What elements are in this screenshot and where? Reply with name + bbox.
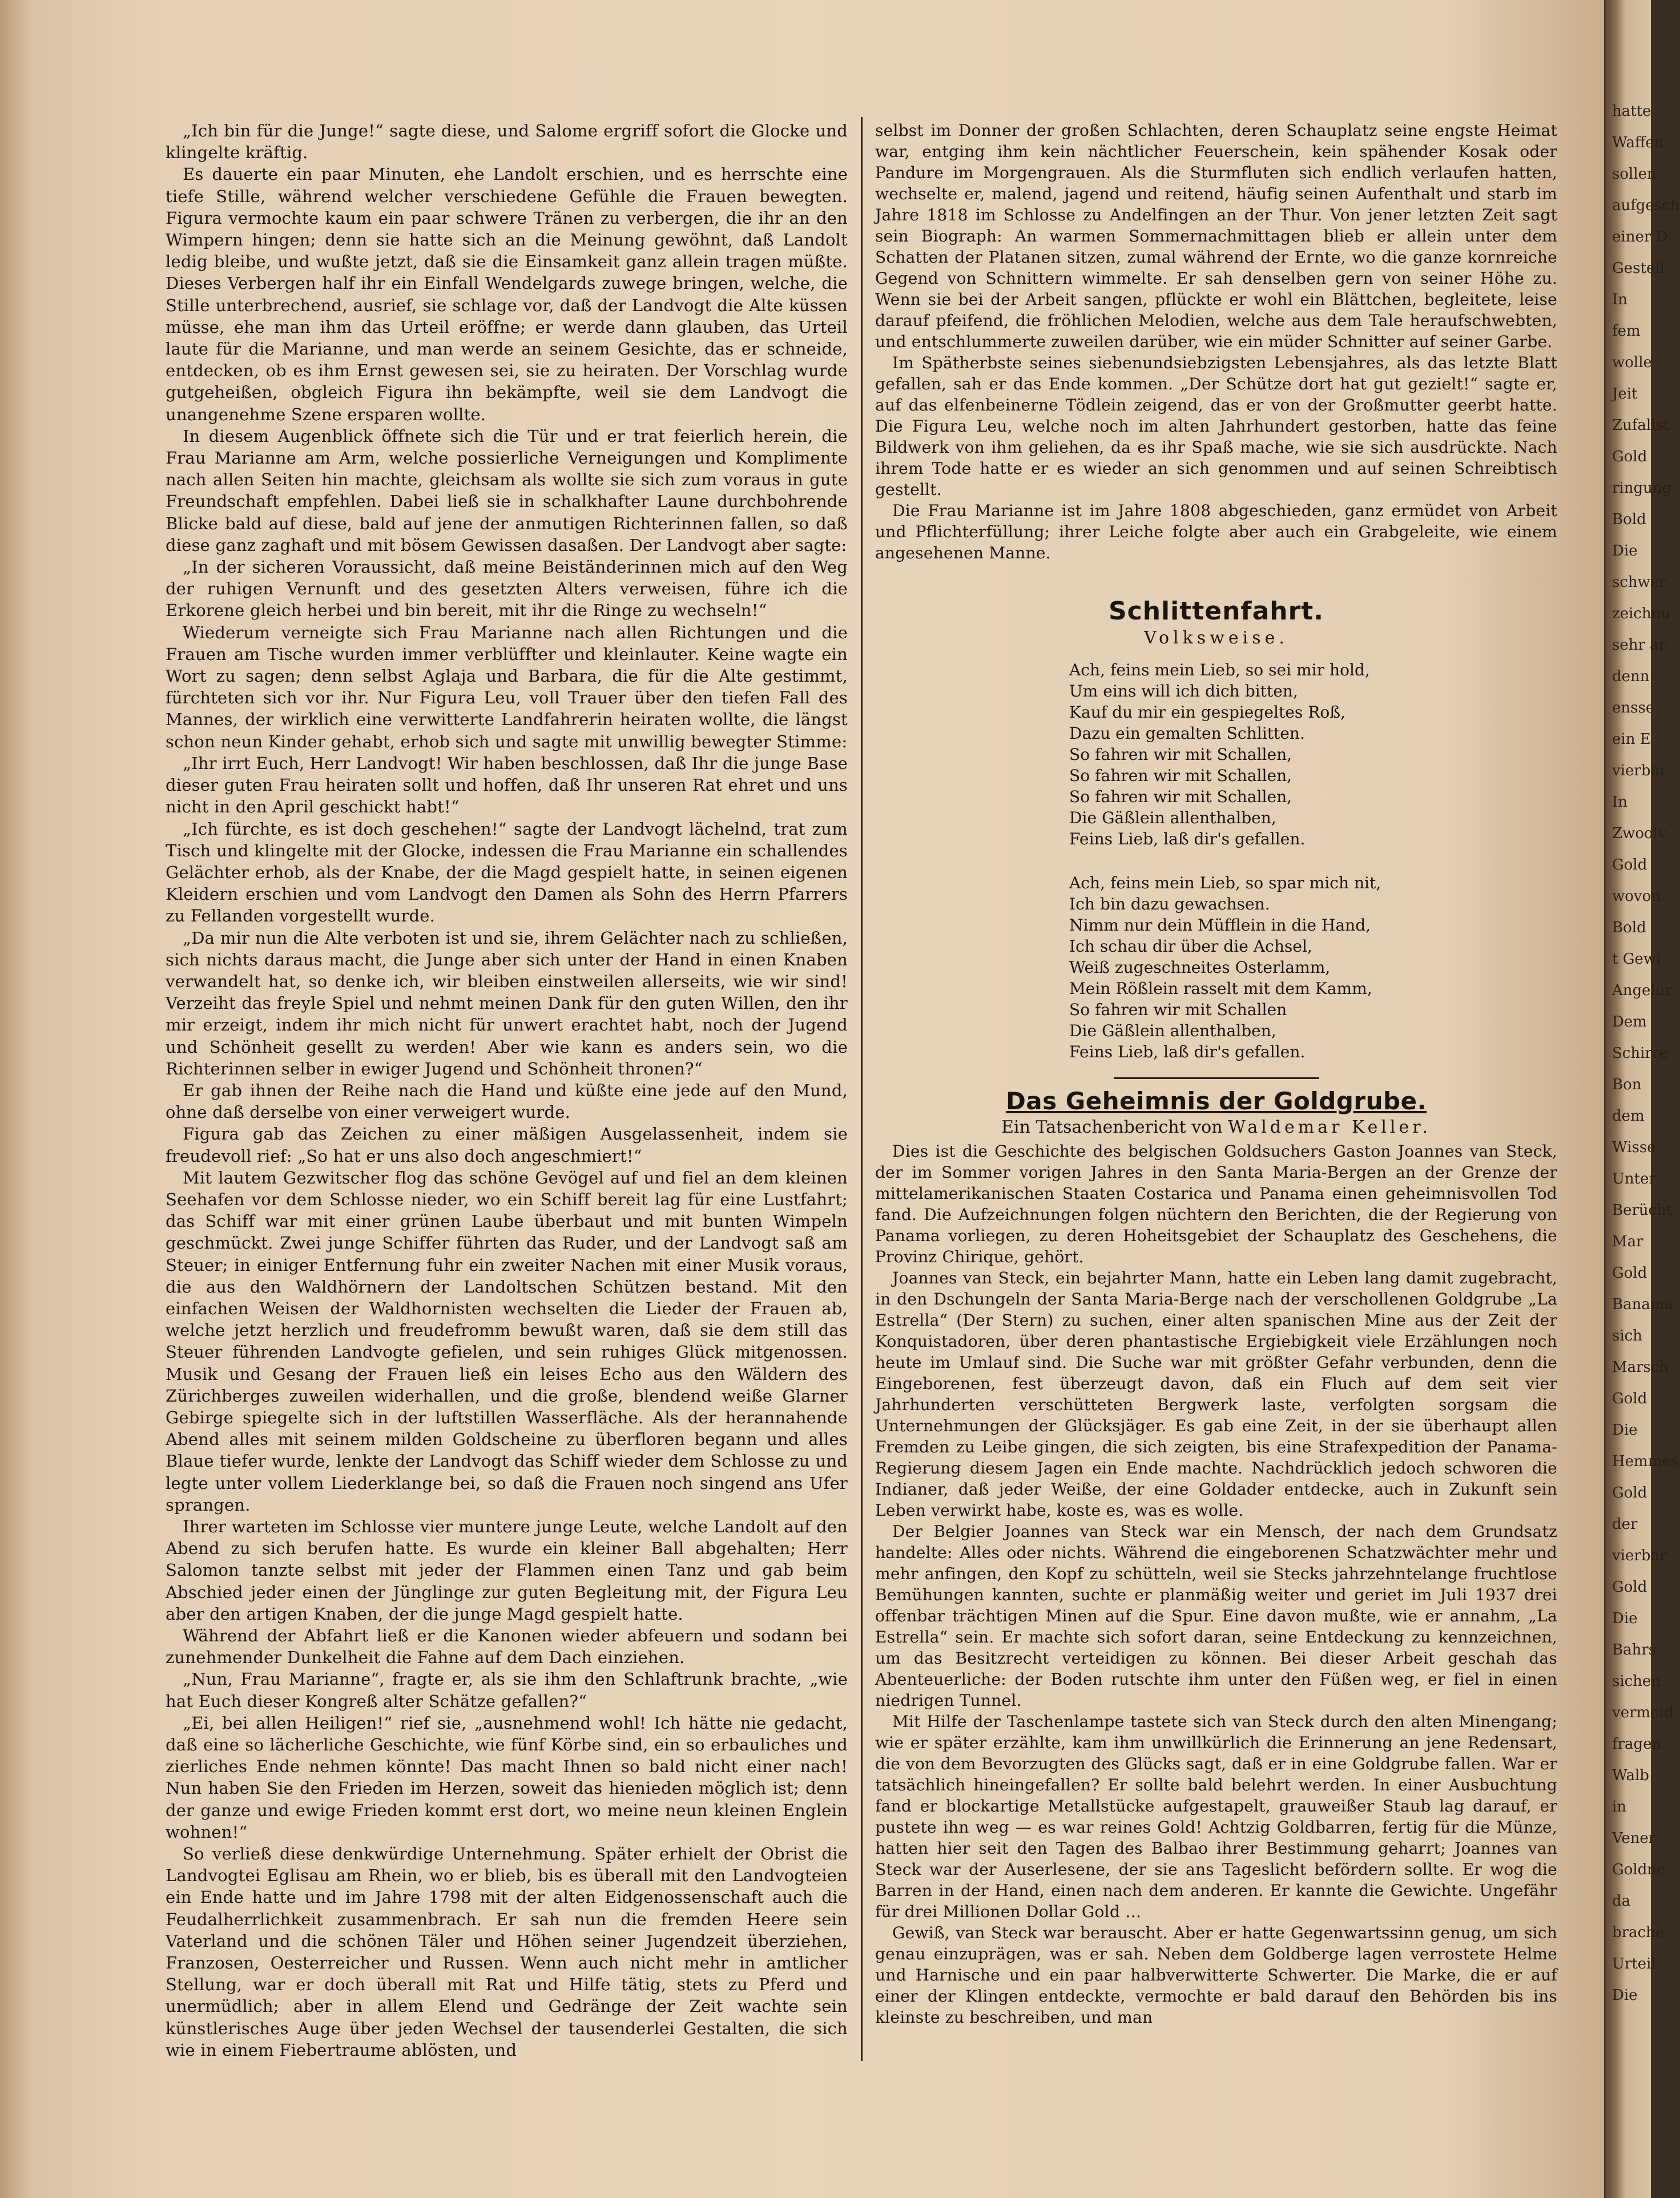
paragraph: Der Belgier Joannes van Steck war ein Mensch, der nach dem Grundsatz handelte: Alles oder nichts. Während die eingeborenen Schatzwächter mehr und mehr anfingen, den Kopf zu schütteln, weil sie Stecks jahrzehntelange fruchtlose Bemühungen kannten, suchte er planmäßig weiter und geriet im Juli 1937 drei offenbar trächtigen Minen auf die Spur. Eine davon mußte, wie er annahm, „La Estrella“ sein. Er machte sich sofort daran, seine Entdeckung zu kennzeichnen, um das Besitzrecht verteidigen zu können. Bei dieser Arbeit geschah das Abenteuerliche: der Boden rutschte ihm unter den Füßen weg, er fiel in einen niedrigen Tunnel. (875, 1522, 1557, 1710)
poem-line: Feins Lieb, laß dir's gefallen. (1069, 830, 1306, 848)
paragraph: Figura gab das Zeichen zu einer mäßigen Ausgelassenheit, indem sie freudevoll rief: „So hat er uns also doch angeschmiert!“ (166, 1124, 848, 1166)
edge-text-fragment: Berücht (1612, 1202, 1673, 1219)
poem-line: Nimm nur dein Müfflein in die Hand, (1069, 916, 1371, 935)
edge-text-fragment: vierbar (1612, 1547, 1667, 1564)
poem-line: Kauf du mir ein gespiegeltes Roß, (1069, 703, 1346, 722)
edge-text-fragment: in (1612, 1798, 1627, 1815)
edge-text-fragment: Urteil (1612, 1955, 1656, 1972)
edge-text-fragment: Unter (1612, 1170, 1656, 1187)
edge-text-fragment: fem (1612, 323, 1641, 340)
paragraph: In diesem Augenblick öffnete sich die Tür und er trat feierlich herein, die Frau Marianne am Arm, welche possierliche Verneigungen und Komplimente nach allen Seiten hin machte, gleichsam als wollte sie sich zum voraus in gute Freundschaft empfehlen. Dabei ließ sie in schalkhafter Laune durchbohrende Blicke bald auf diese, bald auf jene der anmutigen Richterinnen fallen, so daß diese ganz zaghaft und mit bösem Gewissen dasaßen. Der Landvogt aber sagte: (166, 426, 848, 555)
paragraph: Wiederum verneigte sich Frau Marianne nach allen Richtungen und die Frauen am Tische wurden immer verblüffter und kleinlauter. Keine wagte ein Wort zu sagen; denn selbst Aglaja und Barbara, die für die Alte gestimmt, fürchteten sich vor ihr. Nur Figura Leu, voll Trauer über den tiefen Fall des Mannes, der wirklich eine verwitterte Landfahrerin heiraten wollte, die längst schon neun Kinder gehabt, erhob sich und sagte mit unwillig bewegter Stimme: (166, 622, 848, 751)
edge-text-fragment: Hemmes (1612, 1453, 1679, 1470)
column-divider (861, 117, 863, 2061)
edge-text-fragment: hatte (1612, 103, 1651, 120)
poem-line: Die Gäßlein allenthalben, (1069, 1021, 1276, 1040)
edge-text-fragment: Gold (1612, 1484, 1647, 1501)
poem-subtitle: Volksweise. (1144, 628, 1288, 648)
edge-text-fragment: der (1612, 1516, 1638, 1533)
edge-text-fragment: ein E (1612, 731, 1651, 748)
edge-text-fragment: Gold (1612, 856, 1647, 873)
edge-text-fragment: ringung (1612, 480, 1672, 497)
poem-line: So fahren wir mit Schallen, (1069, 787, 1292, 806)
paragraph: So verließ diese denkwürdige Unternehmung. Später erhielt der Obrist die Landvogtei Eglisau am Rhein, wo er blieb, bis es überall mit den Landvogteien ein Ende hatte und im Jahre 1798 mit der alten Eidgenossenschaft auch die Feudalherrlichkeit zusammenbrach. Er sah nun die fremden Heere sein Vaterland und die schönen Täler und Höhen seiner Jugendzeit überziehen, Franzosen, Oesterreicher und Russen. Wenn auch nicht mehr in amtlicher Stellung, war er doch überall mit Rat und Hilfe tätig, stets zu Pferd und unermüdlich; aber in allem Elend und Gedränge der Zeit wachte sein künstlerisches Auge über jeden Wechsel der tausenderlei Gestalten, die sich wie in einem Fiebertraume ablösten, und (166, 1844, 848, 2060)
paragraph: Während der Abfahrt ließ er die Kanonen wieder abfeuern und sodann bei zunehmender Dunkelheit die Fahne auf dem Dach einziehen. (166, 1626, 848, 1668)
poem-line: Mein Rößlein rasselt mit dem Kamm, (1069, 979, 1372, 998)
edge-text-fragment: Bold (1612, 511, 1646, 528)
byline-author: Waldemar Keller. (1228, 1117, 1431, 1137)
edge-text-fragment: zeichnu (1612, 605, 1671, 622)
poem-line: Ich bin dazu gewachsen. (1069, 895, 1270, 913)
edge-text-fragment: Bahrs (1612, 1641, 1657, 1658)
edge-text-fragment: Walb (1612, 1767, 1649, 1784)
paragraph: „Ich fürchte, es ist doch geschehen!“ sagte der Landvogt lächelnd, trat zum Tisch und klingelte mit der Glocke, indessen die Frau Marianne ein schallendes Gelächter erhob, als der Knabe, der die Magd gespielt hatte, in seinen eigenen Kleidern erschien und vom Landvogt den Damen als Sohn des Herrn Pfarrers zu Fellanden vorgestellt wurde. (166, 819, 848, 926)
poem-body (1069, 659, 1557, 1062)
paragraph: Die Frau Marianne ist im Jahre 1808 abgeschieden, ganz ermüdet von Arbeit und Pflichterfüllung; ihrer Leiche folgte aber auch ein Grabgeleite, wie einem angesehenen Manne. (875, 501, 1557, 562)
adjacent-page-edge (1605, 0, 1680, 2198)
edge-text-fragment: Schirre (1612, 1045, 1668, 1062)
edge-text-fragment: Dem (1612, 1013, 1647, 1030)
poem-line: Um eins will ich dich bitten, (1069, 682, 1298, 701)
edge-text-fragment: t Gewi (1612, 951, 1661, 968)
paragraph: Im Spätherbste seines siebenundsiebzigsten Lebensjahres, als das letzte Blatt gefallen, sah er das Ende kommen. „Der Schütze dort hat gut gezielt!“ sagte er, auf das elfenbeinerne Tödlein zeigend, das er von der Großmutter geerbt hatte. Die Figura Leu, welche noch im alten Jahrhundert gestorben, hatte das feine Bildwerk von ihm geliehen, da es ihr Spaß mache, wie sie sich ausdrückte. Nach ihrem Tode hatte er es wieder an sich genommen und auf seinen Schreibtisch gestellt. (875, 353, 1557, 499)
edge-text-fragment: Vener (1612, 1830, 1656, 1847)
edge-text-fragment: Marsch (1612, 1359, 1669, 1376)
edge-text-fragment: Die (1612, 1422, 1638, 1439)
paragraph: selbst im Donner der großen Schlachten, deren Schauplatz seine engste Heimat war, entging ihm kein nächtlicher Feuerschein, kein spähender Kosak oder Pandure im Morgengrauen. Als die Sturmfluten sich endlich verlaufen hatten, wechselte er, malend, jagend und reitend, häufig seinen Aufenthalt und starb im Jahre 1818 im Schlosse zu Andelfingen an der Thur. Von jener letzten Zeit sagt sein Biograph: An warmen Sommernachmittagen blieb er allein unter dem Schatten der Platanen sitzen, zumal während der Ernte, wo die ganze kornreiche Gegend von Schnittern wimmelte. Er sah denselben gern von seiner Höhe zu. Wenn sie bei der Arbeit sangen, pflückte er wohl ein Blättchen, begleitete, leise darauf pfeifend, die fröhlichen Melodien, welche aus dem Tale heraufschwebten, und entschlummerte zuweilen darüber, wie ein müder Schnitter auf seiner Garbe. (875, 121, 1557, 351)
paragraph: „Da mir nun die Alte verboten ist und sie, ihrem Gelächter nach zu schließen, sich nichts daraus macht, die Junge aber sich unter der Hand in einen Knaben verwandelt hat, so denke ich, wir bleiben einstweilen allerseits, wie wir sind! Verzeiht das freyle Spiel und nehmt meinen Dank für den guten Willen, den ihr mir erzeigt, indem ihr mich nicht für unwert erachtet habt, noch der Jugend und Schönheit gesellt zu werden! Aber wie kann es anders sein, wo die Richterinnen selber in ewiger Jugend und Schönheit thronen?“ (166, 928, 848, 1078)
edge-text-fragment: Zwoolv (1612, 825, 1666, 842)
poem-title: Schlittenfahrt. (1108, 597, 1324, 626)
paragraph: „Ihr irrt Euch, Herr Landvogt! Wir haben beschlossen, daß Ihr die junge Base dieser guten Frau heiraten sollt und hoffen, daß Ihr unseren Rat ehret und uns nicht in den April geschickt habt!“ (166, 753, 848, 817)
edge-text-fragment: dem (1612, 1108, 1645, 1125)
edge-text-fragment: Gold (1612, 1579, 1647, 1596)
edge-text-fragment: Jeit (1612, 385, 1638, 402)
story-body (875, 1141, 1557, 2028)
poem-line: Dazu ein gemalten Schlitten. (1069, 724, 1305, 743)
edge-text-fragment: Angelur (1612, 982, 1673, 999)
poem-line: Ach, feins mein Lieb, so spar mich nit, (1069, 873, 1381, 892)
story-section (875, 1087, 1557, 2028)
poem-line: Die Gäßlein allenthalben, (1069, 808, 1276, 827)
poem-line: Feins Lieb, laß dir's gefallen. (1069, 1042, 1306, 1061)
paragraph: Joannes van Steck, ein bejahrter Mann, hatte ein Leben lang damit zugebracht, in den Dschungeln der Santa Maria-Berge nach der verschollenen Goldgrube „La Estrella“ (Der Stern) zu suchen, einer alten spanischen Mine aus der Zeit der Konquistadoren, über deren phantastische Ergiebigkeit viele Erzählungen noch heute im Umlauf sind. Die Suche war mit größter Gefahr verbunden, denn die Eingeborenen, fest überzeugt davon, daß ein Fluch auf dem seit vier Jahrhunderten verschütteten Bergwerk laste, verfolgten sorgsam die Unternehmungen der Glücksjäger. Es gab eine Zeit, in der sie überhaupt allen Fremden zu Leibe gingen, die sich zeigten, bis eine Strafexpedition der Panama-Regierung diesem Jagen ein Ende machte. Nachdrücklich jedoch schworen die Indianer, daß jeder Weiße, der eine Goldader entdecke, auch in Zukunft sein Leben verwirkt habe, koste es, was es wolle. (875, 1269, 1557, 1520)
edge-text-fragment: In (1612, 291, 1628, 308)
edge-text-fragment: sich (1612, 1327, 1642, 1344)
byline-prefix: Ein Tatsachenbericht von (1001, 1117, 1223, 1137)
edge-text-fragment: Gold (1612, 448, 1647, 465)
poem-line: So fahren wir mit Schallen, (1069, 766, 1292, 785)
edge-text-fragment: ensse (1612, 699, 1655, 716)
edge-text-fragment: Die (1612, 542, 1638, 559)
edge-text-fragment: fragen (1612, 1736, 1662, 1753)
stanza-gap (1069, 850, 1557, 872)
poem-line: So fahren wir mit Schallen, (1069, 745, 1292, 764)
edge-text-fragment: da (1612, 1893, 1631, 1910)
edge-text-fragment: Zufallst (1612, 417, 1670, 434)
paragraph: „In der sicheren Voraussicht, daß meine Beiständerinnen mich auf den Weg der ruhigen Vernunft und des gesetzten Alters verweisen, führe ich die Erkorene gleich herbei und bin bereit, mit ihr die Ringe zu wechseln!“ (166, 557, 848, 621)
poem-line: Ich schau dir über die Achsel, (1069, 937, 1312, 956)
paragraph: Dies ist die Geschichte des belgischen Goldsuchers Gaston Joannes van Steck, der im Sommer vorigen Jahres in den Santa Maria-Bergen an der Grenze der mittelamerikanischen Staaten Costarica und Panama einen geheimnisvollen Tod fand. Die Aufzeichnungen folgen nüchtern den Berichten, die der Regierung von Panama vorliegen, zu deren Hoheitsgebiet der Schauplatz des Geschehens, die Provinz Chirique, gehört. (875, 1142, 1557, 1266)
edge-text-fragment: Bon (1612, 1076, 1642, 1093)
paragraph: „Ich bin für die Junge!“ sagte diese, und Salome ergriff sofort die Glocke und klingelte kräftig. (166, 121, 848, 163)
edge-text-fragment: sollen (1612, 166, 1657, 183)
paragraph: Es dauerte ein paar Minuten, ehe Landolt erschien, und es herrschte eine tiefe Stille, während welcher verschiedene Gefühle die Frauen bewegten. Figura vermochte kaum ein paar schwere Tränen zu verbergen, die ihr an den Wimpern hingen; denn sie hatte sich an die Meinung gewöhnt, daß Landolt ledig bleibe, und wußte jetzt, daß sie die Einsamkeit ganz allein tragen müßte. Dieses Verbergen half ihr ein Einfall Wendelgards zuwege bringen, welche, die Stille unterbrechend, ausrief, sie schlage vor, daß der Landvogt die Alte küssen müsse, ehe man ihm das Urteil eröffne; er werde dann glauben, das Urteil laute für die Marianne, und man werde an seinem Gesichte, das er schneide, entdecken, ob es ihm Ernst gewesen sei, sie zu heiraten. Der Vorschlag wurde gutgeheißen, obgleich Figura ihn bekämpfte, weil sie dem Landvogt die unangenehme Szene ersparen wollte. (166, 164, 848, 424)
edge-text-fragment: schwer (1612, 574, 1666, 591)
right-column (875, 120, 1557, 2028)
edge-text-fragment: sehr ar (1612, 637, 1666, 654)
edge-text-fragment: vierbar (1612, 762, 1667, 779)
left-column (166, 120, 848, 2061)
poem-line: Ach, feins mein Lieb, so sei mir hold, (1069, 661, 1370, 679)
edge-text-fragment: wovon (1612, 888, 1661, 905)
paragraph: Ihrer warteten im Schlosse vier muntere junge Leute, welche Landolt auf den Abend zu sich berufen hatte. Es wurde ein kleiner Ball abgehalten; Herr Salomon tanzte selbst mit jeder der Flammen einen Tanz und gab beim Abschied jeder einen der Jünglinge zur guten Begleitung mit, der Figura Leu aber den artigen Knaben, der die junge Magd gespielt hatte. (166, 1517, 848, 1624)
edge-text-fragment: Die (1612, 1987, 1638, 2004)
edge-text-fragment: sichen (1612, 1673, 1661, 1690)
edge-text-fragment: Banama (1612, 1296, 1674, 1313)
paragraph: Mit lautem Gezwitscher flog das schöne Gevögel auf und fiel an dem kleinen Seehafen vor dem Schlosse nieder, wo ein Schiff bereit lag für eine Lustfahrt; das Schiff war mit einer grünen Laube überbaut und mit bunten Wimpeln geschmückt. Zwei junge Schiffer führten das Ruder, und der Landvogt saß am Steuer; in einiger Entfernung fuhr ein zweiter Nachen mit einer Musik voraus, die aus den Waldhörnern der Landoltschen Schützen bestand. Mit den einfachen Weisen der Waldhornisten wechselten die Lieder der Frauen ab, welche jetzt herzlich und freudefromm bewußt waren, daß sie dem still das Steuer führenden Landvogte gefielen, und sein ruhiges Glück mitgenossen. Musik und Gesang der Frauen ließ ein leises Echo aus den Wäldern des Zürichberges zuweilen widerhallen, und die große, blendend weiße Glarner Gebirge spiegelte sich in der luftstillen Wasserfläche. Als der herannahende Abend alles mit seinem milden Goldscheine zu überfloren begann und alles Blaue tiefer wurde, lenkte der Landvogt das Schiff wieder dem Schlosse zu und legte unter vollem Liederklange bei, so daß die Frauen noch singend ans Ufer sprangen. (166, 1168, 848, 1515)
paragraph: Mit Hilfe der Taschenlampe tastete sich van Steck durch den alten Minengang; wie er später erzählte, kam ihm unwillkürlich die Erinnerung an jene Redensart, die von dem Bevorzugten des Glücks sagt, daß er in eine Goldgrube fallen. War er tatsächlich hineingefallen? Er sollte bald belehrt werden. In einer Ausbuchtung fand er blockartige Metallstücke aufgestapelt, grauweißer Staub lag darauf, er pustete ihn weg — es war reines Gold! Achtzig Goldbarren, fertig für die Münze, hatten hier seit den Tagen des Balbao ihrer Bestimmung geharrt; Joannes van Steck war der Auserlesene, der sie ans Tageslicht befördern sollte. Er wog die Barren in der Hand, einen nach dem anderen. Er kannte die Gewichte. Ungefähr für drei Millionen Dollar Gold … (875, 1712, 1557, 1921)
edge-text-fragment: Waffen (1612, 134, 1664, 151)
story-byline (875, 1117, 1557, 1137)
paragraph: Gewiß, van Steck war berauscht. Aber er hatte Gegenwartssinn genug, um sich genau einzuprägen, was er sah. Neben dem Goldberge lagen verrostete Helme und Harnische und ein paar halbverwitterte Schwerter. Die Marke, die er auf einer der Klingen entdeckte, vermochte er bald darauf den Behörden bis ins kleinste zu beschreiben, und man (875, 1923, 1557, 2027)
edge-text-fragment: Gestell (1612, 260, 1665, 277)
edge-text-fragment: In (1612, 794, 1628, 811)
edge-text-fragment: Bold (1612, 919, 1646, 936)
edge-text-fragment: brache (1612, 1924, 1665, 1941)
poem-line: Weiß zugeschneites Osterlamm, (1069, 958, 1331, 977)
section-rule (1114, 1077, 1319, 1079)
edge-text-fragment: Goldne (1612, 1861, 1666, 1878)
poem-line: So fahren wir mit Schallen (1069, 1000, 1287, 1019)
edge-text-fragment: aufgesch (1612, 197, 1680, 214)
edge-text-fragment: Gold (1612, 1265, 1647, 1282)
edge-text-fragment: einer D (1612, 228, 1668, 245)
story-title: Das Geheimnis der Goldgrube. (1005, 1087, 1427, 1115)
edge-text-fragment: vermeid (1612, 1704, 1674, 1721)
paragraph: Er gab ihnen der Reihe nach die Hand und küßte eine jede auf den Mund, ohne daß derselbe von einer verweigert wurde. (166, 1080, 848, 1122)
poem-section (875, 597, 1557, 1062)
paragraph: „Nun, Frau Marianne“, fragte er, als sie ihm den Schlaftrunk brachte, „wie hat Euch dieser Kongreß alter Schätze gefallen?“ (166, 1669, 848, 1711)
edge-text-fragment: Gold (1612, 1390, 1647, 1407)
paragraph: „Ei, bei allen Heiligen!“ rief sie, „ausnehmend wohl! Ich hätte nie gedacht, daß eine so lächerliche Geschichte, wie fünf Körbe sind, ein so erbauliches und zierliches Ende nehmen könnte! Das macht Ihnen so bald nicht einer nach! Nun haben Sie den Frieden im Herzen, soweit das hienieden möglich ist; denn der ganze und ewige Frieden kommt erst dort, wo meine neun kleinen Englein wohnen!“ (166, 1713, 848, 1842)
novel-continuation (875, 120, 1557, 563)
edge-text-fragment: Die (1612, 1610, 1638, 1627)
edge-text-fragment: denn (1612, 668, 1650, 685)
edge-text-fragment: Wisse (1612, 1139, 1656, 1156)
edge-text-fragment: wolle (1612, 354, 1652, 371)
edge-text-fragment: Mar (1612, 1233, 1643, 1250)
